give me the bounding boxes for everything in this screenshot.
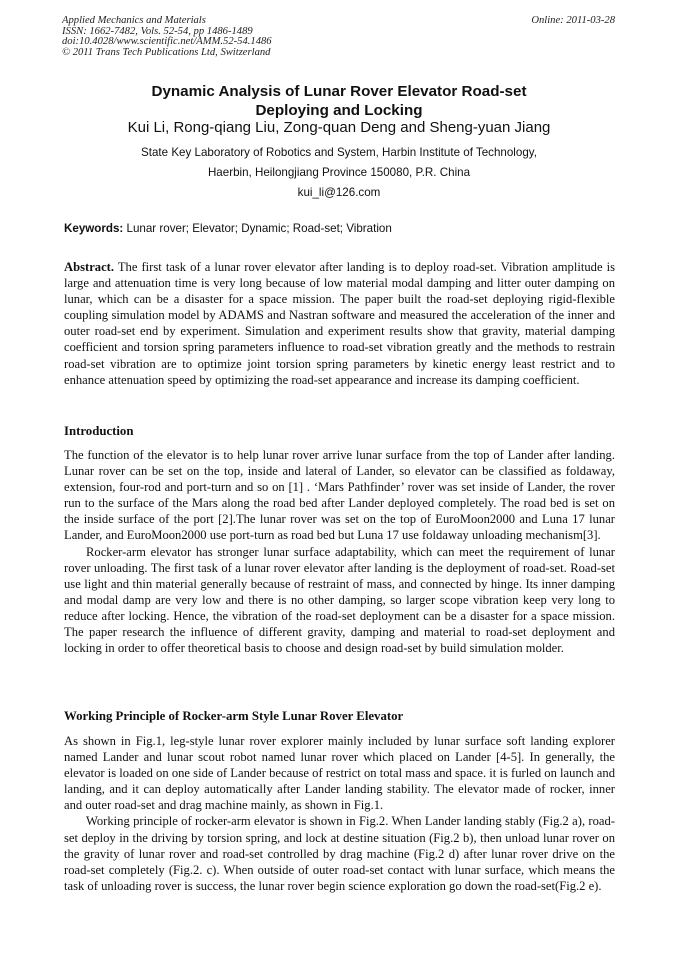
keywords (64, 222, 392, 236)
keywords-list: Lunar rover; Elevator; Dynamic; Road-set; Vibration (126, 222, 392, 235)
abstract-label: Abstract. (64, 260, 115, 274)
author-email: kui_li@126.com (297, 186, 381, 199)
section-heading-working-principle: Working Principle of Rocker-arm Style Lunar Rover Elevator (64, 709, 404, 723)
title-line-2: Deploying and Locking (255, 102, 423, 119)
affiliation-line-2: Haerbin, Heilongjiang Province 150080, P.R. China (207, 166, 471, 179)
doi-line: doi:10.4028/www.scientific.net/AMM.52-54.1486 (62, 36, 272, 48)
online-date: Online: 2011-03-28 (531, 15, 615, 26)
journal-header (62, 16, 272, 58)
paragraph: Working principle of rocker-arm elevator is shown in Fig.2. When Lander landing stably (Fig.2 a), road-set deploy in the driving by torsion spring, and lock at destine situation (Fig.2 b), then unload lunar rover on the gravity of lunar rover and road-set controlled by drag machine (Fig.2 d) after lunar rover drive on the road-set completely (Fig.2. c). When outside of outer road-set contact with lunar surface, which means the task of unloading rover is success, the lunar rover begin science exploration go down the road-set(Fig.2 e). (64, 814, 615, 893)
paragraph: As shown in Fig.1, leg-style lunar rover explorer mainly included by lunar surface soft landing explorer named Lander and lunar scout robot named lunar rover which placed on Lander [4-5]. In generally, the elevator is loaded on one side of Lander because of restrict on total mass and space. it is furled on launch and landing, and it can deploy automatically after Lander landing stability. The elevator made of rocker, inner and outer road-set and drag machine mainly, as shown in Fig.1. (64, 734, 615, 813)
abstract (64, 259, 615, 388)
issn-line: ISSN: 1662-7482, Vols. 52-54, pp 1486-1489 (62, 25, 253, 37)
section-introduction (64, 447, 615, 656)
affiliation-line-1: State Key Laboratory of Robotics and System, Harbin Institute of Technology, (141, 146, 537, 159)
abstract-text: The first task of a lunar rover elevator after landing is to deploy road-set. Vibration amplitude is large and attenuation time is very long because of low material modal damping and litter outer damping on lunar, which can be a disaster for a space mission. The paper built the road-set deploying rigid-flexible coupling simulation model by ADAMS and Nastran software and measured the acceleration of the inner and outer road-set end by experiment. Simulation and experiment results show that gravity, material damping coefficient and torsion spring parameters influence to road-set vibration greatly and the methods to restrain road-set vibration are to optimize joint torsion spring parameters by kinetic energy least restrict and to enhance attenuation speed by optimizing the road-set appearance and increase its damping coefficient. (64, 260, 615, 387)
section-heading-introduction: Introduction (64, 424, 134, 438)
section-working-principle (64, 733, 615, 894)
paragraph: The function of the elevator is to help lunar rover arrive lunar surface from the top of Lander after landing. Lunar rover can be set on the top, inside and lateral of Lander, so elevator can be classified as foldaway, extension, four-rod and port-turn and so on [1] . ‘Mars Pathfinder’ rover was set inside of Lander, the rover run to the surface of the Mars along the road bed after Lander deployed completely. The road bed is set on the inside surface of the port [2].The lunar rover was set on the top of EuroMoon2000 and Luna 17 lunar Lander, and EuroMoon2000 use port-turn as road bed but Luna 17 use foldaway unloading mechanism[3]. (64, 448, 615, 543)
keywords-label: Keywords: (64, 222, 124, 235)
paper-title (0, 82, 678, 120)
journal-name: Applied Mechanics and Materials (62, 15, 206, 26)
authors: Kui Li, Rong-qiang Liu, Zong-quan Deng and Sheng-yuan Jiang (127, 119, 551, 136)
copyright-line: © 2011 Trans Tech Publications Ltd, Switzerland (62, 46, 271, 58)
paragraph: Rocker-arm elevator has stronger lunar surface adaptability, which can meet the requirement of lunar rover unloading. The first task of a lunar rover elevator after landing is the deployment of road-set. Road-set use light and thin material generally because of restraint of mass, and connected by hinge. Its inner damping and modal damp are very low and there is no other damping, so larger scope vibration keep very long to reduce after locking. Hence, the vibration of the road-set deployment can be a disaster for a space mission. The paper research the influence of different gravity, damping and material to road-set deployment and locking in order to offer theoretical basis to choose and design road-set by build simulation molder. (64, 544, 615, 656)
title-line-1: Dynamic Analysis of Lunar Rover Elevator Road-set (151, 83, 527, 100)
